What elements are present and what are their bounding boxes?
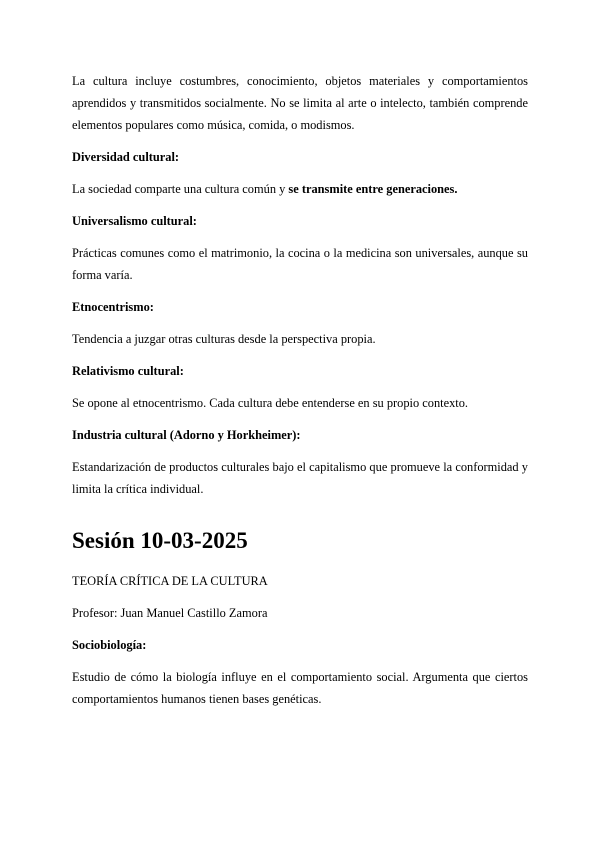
heading-etnocentrismo: Etnocentrismo: <box>72 300 154 314</box>
paragraph-industria-cultural: Estandarización de productos culturales bajo el capitalismo que promueve la conformidad y limita la crítica individual. <box>72 460 528 496</box>
paragraph-diversidad-bold: se transmite entre generaciones. <box>288 182 458 196</box>
course-name: TEORÍA CRÍTICA DE LA CULTURA <box>72 574 268 588</box>
heading-relativismo-cultural: Relativismo cultural: <box>72 364 184 378</box>
paragraph-diversidad-cultural <box>72 178 528 200</box>
paragraph-relativismo-cultural: Se opone al etnocentrismo. Cada cultura debe entenderse en su propio contexto. <box>72 396 469 410</box>
heading-universalismo-cultural: Universalismo cultural: <box>72 214 197 228</box>
heading-sociobiologia: Sociobiología: <box>72 638 147 652</box>
paragraph-universalismo-cultural: Prácticas comunes como el matrimonio, la cocina o la medicina son universales, aunque su forma varía. <box>72 246 528 282</box>
heading-diversidad-cultural: Diversidad cultural: <box>72 150 180 164</box>
professor-name: Profesor: Juan Manuel Castillo Zamora <box>72 606 268 620</box>
intro-paragraph: La cultura incluye costumbres, conocimiento, objetos materiales y comportamientos aprendidos y transmitidos socialmente. No se limita al arte o intelecto, también comprende elementos populares como música, comida, o modismos. <box>72 74 528 132</box>
paragraph-sociobiologia: Estudio de cómo la biología influye en el comportamiento social. Argumenta que ciertos comportamientos humanos tienen bases genéticas. <box>72 670 528 706</box>
paragraph-diversidad-text: La sociedad comparte una cultura común y <box>72 182 289 196</box>
paragraph-etnocentrismo: Tendencia a juzgar otras culturas desde la perspectiva propia. <box>72 332 376 346</box>
heading-industria-cultural: Industria cultural (Adorno y Horkheimer): <box>72 428 301 442</box>
session-title: Sesión 10-03-2025 <box>72 528 248 553</box>
